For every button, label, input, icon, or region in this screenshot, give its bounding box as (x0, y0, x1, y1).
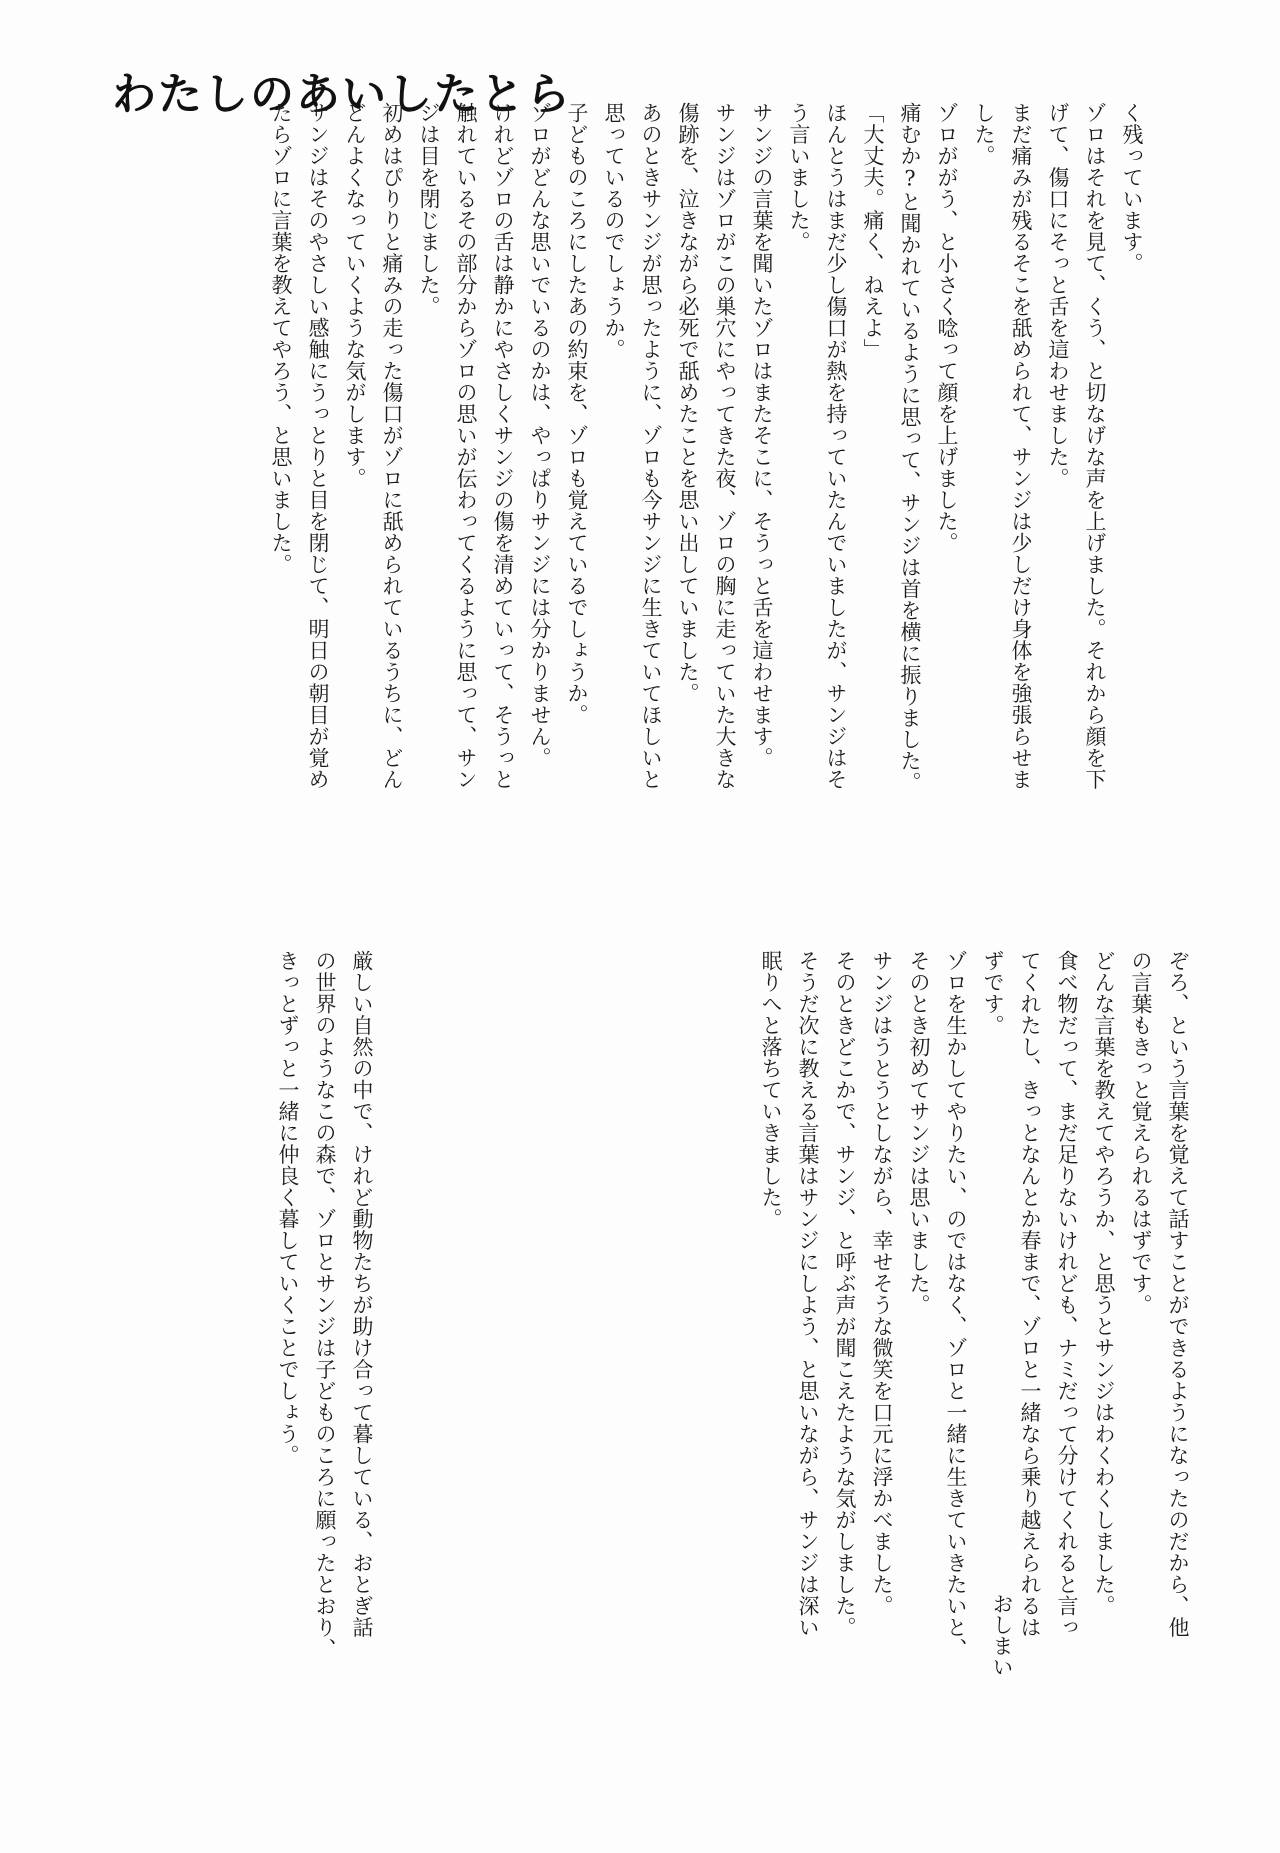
text-line: 思っているのでしょうか。 (602, 102, 626, 360)
lower-left-text-block (80, 950, 380, 1730)
text-line: そのときどこかで、サンジ、と呼ぶ声が聞こえたような気がしました。 (833, 950, 857, 1638)
text-line: 初めはぴりりと痛みの走った傷口がゾロに舐められているうちに、どん (380, 102, 404, 790)
text-line: 厳しい自然の中で、けれど動物たちが助け合って暮している、おとぎ話 (350, 950, 374, 1638)
text-line: そのとき初めてサンジは思いました。 (907, 950, 931, 1316)
text-line: 傷跡を、泣きながら必死で舐めたことを思い出していました。 (676, 102, 700, 704)
text-line: どんな言葉を教えてやろうか、と思うとサンジはわくわくしました。 (1092, 950, 1116, 1617)
text-line: 「大丈夫。痛く、ねえよ」 (861, 102, 885, 360)
text-line: ぞろ、という言葉を覚えて話すことができるようになったのだから、他 (1166, 950, 1190, 1638)
text-line: の言葉もきっと覚えられるはずです。 (1129, 950, 1153, 1316)
text-line: ゾロはそれを見て、くう、と切なげな声を上げました。それから顔を下 (1083, 102, 1107, 790)
text-line: ずです。 (981, 950, 1005, 1036)
text-line: した。 (972, 102, 996, 167)
text-line: 眠りへと落ちていきました。 (759, 950, 783, 1230)
text-line: きっとずっと一緒に仲良く暮していくことでしょう。 (276, 950, 300, 1466)
story-title: わたしのあいしたとら (112, 69, 572, 120)
text-line: どんよくなっていくような気がします。 (343, 102, 367, 489)
main-text-block (120, 102, 1150, 892)
text-line: サンジはゾロがこの巣穴にやってきた夜、ゾロの胸に走っていた大きな (713, 102, 737, 790)
text-line: の世界のようなこの森で、ゾロとサンジは子どものころに願ったとおり、 (313, 950, 337, 1660)
text-line: てくれたし、きっとなんとか春まで、ゾロと一緒なら乗り越えられるは (1018, 950, 1042, 1638)
text-line: 触れているその部分からゾロの思いが伝わってくるように思って、サン (454, 102, 478, 790)
text-line: 食べ物だって、まだ足りないけれども、ナミだって分けてくれると言っ (1055, 950, 1079, 1638)
text-line: げて、傷口にそっと舌を這わせました。 (1046, 102, 1070, 489)
text-line: まだ痛みが残るそこを舐められて、サンジは少しだけ身体を強張らせま (1009, 102, 1033, 790)
text-line: ゾロががう、と小さく唸って顔を上げました。 (935, 102, 959, 554)
text-line: ジは目を閉じました。 (417, 102, 441, 317)
lower-right-text-block (606, 950, 1196, 1710)
text-line: ほんとうはまだ少し傷口が熱を持っていたんでいましたが、サンジはそ (824, 102, 848, 790)
text-line: く残っています。 (1120, 102, 1144, 274)
text-line: サンジの言葉を聞いたゾロはまたそこに、そうっと舌を這わせます。 (750, 102, 774, 769)
text-line: サンジはうとうとしながら、幸せそうな微笑を口元に浮かべました。 (870, 950, 894, 1617)
text-line: ゾロがどんな思いでいるのかは、やっぱりサンジには分かりません。 (528, 102, 552, 769)
text-line: けれどゾロの舌は静かにやさしくサンジの傷を清めていって、そうっと (491, 102, 515, 790)
text-line: たらゾロに言葉を教えてやろう、と思いました。 (269, 102, 293, 575)
text-line: サンジはそのやさしい感触にうっとりと目を閉じて、明日の朝目が覚め (306, 102, 330, 790)
text-line: そうだ次に教える言葉はサンジにしよう、と思いながら、サンジは深い (796, 950, 820, 1638)
text-line: あのときサンジが思ったように、ゾロも今サンジに生きていてほしいと (639, 102, 663, 790)
text-line: ゾロを生かしてやりたい、のではなく、ゾロと一緒に生きていきたいと、 (944, 950, 968, 1660)
text-line: 子どものころにしたあの約束を、ゾロも覚えているでしょうか。 (565, 102, 589, 726)
end-mark: おしまい (990, 1593, 1014, 1677)
text-line: 痛むか?と聞かれているように思って、サンジは首を横に振りました。 (898, 102, 922, 793)
text-line: う言いました。 (787, 102, 811, 253)
